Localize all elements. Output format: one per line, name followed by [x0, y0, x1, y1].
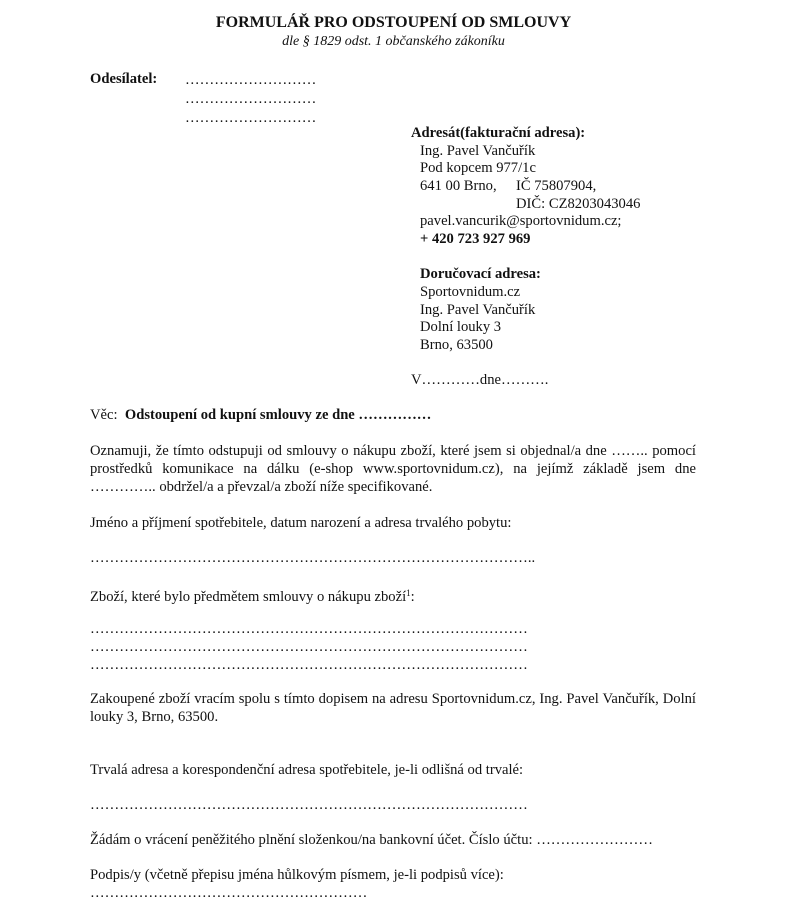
refund-request: Žádám o vrácení peněžitého plnění složenkou/na bankovní účet. Číslo účtu: ……………………	[90, 832, 653, 848]
goods-line-1: ………………………………………………………………………………	[90, 621, 528, 637]
return-paragraph: Zakoupené zboží vracím spolu s tímto dopisem na adresu Sportovnidum.cz, Ing. Pavel Vančuřík, Dolní louky 3, Brno, 63500.	[90, 691, 696, 725]
delivery-line-2: Ing. Pavel Vančuřík	[420, 302, 536, 318]
document-title: FORMULÁŘ PRO ODSTOUPENÍ OD SMLOUVY	[215, 14, 572, 31]
goods-line-3: ………………………………………………………………………………	[90, 657, 528, 673]
sender-label: Odesílatel:	[90, 71, 158, 87]
addressee-dic: DIČ: CZ8203043046	[516, 196, 641, 212]
addressee-street: Pod kopcem 977/1c	[420, 160, 536, 176]
delivery-line-1: Sportovnidum.cz	[420, 284, 521, 300]
signature-line: …………………………………………………	[90, 885, 368, 901]
consumer-line: ………………………………………………………………………………..	[90, 550, 536, 566]
addressee-ico: IČ 75807904,	[516, 178, 597, 194]
goods-label: Zboží, které bylo předmětem smlouvy o nákupu zboží	[90, 589, 407, 605]
delivery-line-4: Brno, 63500	[420, 337, 493, 353]
addressee-name: Ing. Pavel Vančuřík	[420, 143, 536, 159]
sender-line-1: ………………………	[185, 72, 317, 88]
consumer-label: Jméno a příjmení spotřebitele, datum narození a adresa trvalého pobytu:	[90, 515, 512, 531]
document-subtitle: dle § 1829 odst. 1 občanského zákoníku	[282, 34, 505, 49]
goods-label-end: :	[410, 589, 415, 605]
addressee-phone: + 420 723 927 969	[420, 231, 531, 247]
place-date: V…………dne……….	[411, 372, 549, 388]
permanent-address-line: ………………………………………………………………………………	[90, 797, 528, 813]
goods-footnote: 1	[406, 588, 411, 598]
delivery-heading: Doručovací adresa:	[420, 266, 541, 282]
addressee-city: 641 00 Brno,	[420, 178, 497, 194]
goods-line-2: ………………………………………………………………………………	[90, 639, 528, 655]
sender-line-2: ………………………	[185, 91, 317, 107]
withdrawal-paragraph: Oznamuji, že tímto odstupuji od smlouvy o nákupu zboží, které jsem si objednal/a dne …….. pomocí prostředků komunikace na dálku (e-shop www.sportovnidum.cz), na jejímž základě jsem dne ………….. obdržel/a a převzal/a zboží níže specifikované.	[90, 443, 696, 495]
permanent-address-label: Trvalá adresa a korespondenční adresa spotřebitele, je-li odlišná od trvalé:	[90, 762, 524, 778]
delivery-line-3: Dolní louky 3	[420, 319, 502, 335]
subject-text: Odstoupení od kupní smlouvy ze dne ……………	[124, 407, 432, 423]
goods-label-row	[90, 584, 415, 605]
addressee-heading: Adresát(fakturační adresa):	[411, 125, 586, 141]
subject-line	[90, 406, 431, 424]
addressee-email: pavel.vancurik@sportovnidum.cz;	[420, 213, 622, 229]
sender-line-3: ………………………	[185, 110, 317, 126]
subject-label: Věc:	[90, 407, 118, 423]
signature-label: Podpis/y (včetně přepisu jména hůlkovým písmem, je-li podpisů více):	[90, 867, 504, 883]
